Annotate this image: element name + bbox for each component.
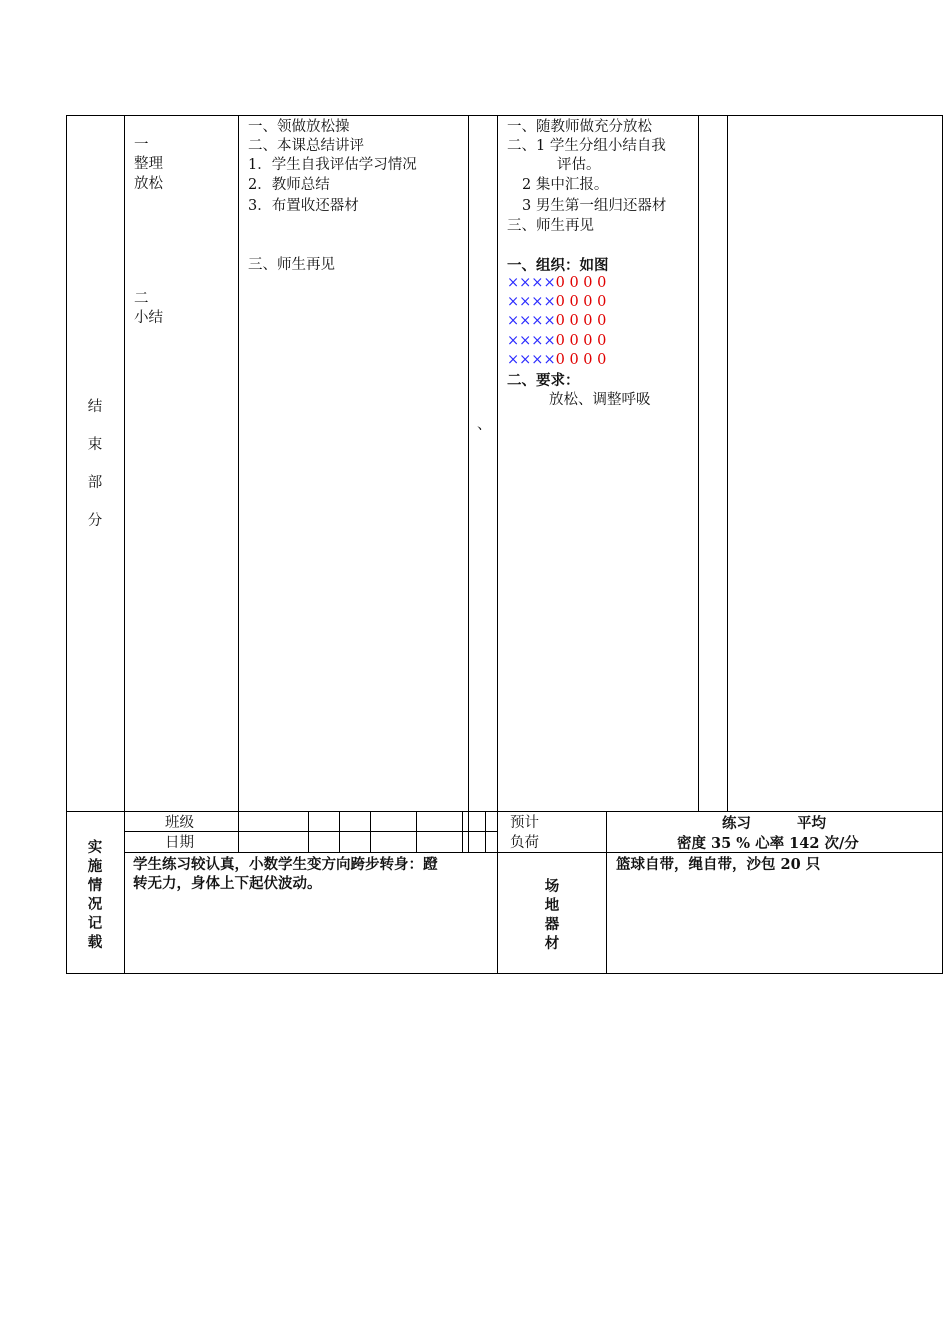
load-label: 负荷 bbox=[510, 835, 539, 851]
grid-cell-divider bbox=[485, 811, 486, 853]
section-label-char: 分 bbox=[87, 513, 103, 529]
table-top-border bbox=[66, 115, 943, 116]
table-right-border bbox=[942, 115, 943, 974]
part1-title-line2: 放松 bbox=[134, 176, 163, 192]
grid-cell-divider bbox=[462, 811, 463, 853]
formation-o: 0 0 0 0 bbox=[555, 313, 607, 329]
student-item: 2 集中汇报。 bbox=[522, 177, 609, 193]
student-item: 三、师生再见 bbox=[507, 218, 594, 234]
section-label-char: 结 bbox=[87, 399, 103, 415]
requirement-title: 二、要求： bbox=[507, 372, 580, 389]
col-divider bbox=[124, 115, 125, 974]
formation-x: ×××× bbox=[507, 333, 556, 349]
time-mark: 、 bbox=[477, 417, 492, 433]
record-label-char: 载 bbox=[87, 934, 103, 951]
venue-label-char: 场 bbox=[544, 878, 560, 895]
grid-cell-divider bbox=[416, 811, 417, 853]
class-label: 班级 bbox=[165, 815, 194, 831]
formation-o: 0 0 0 0 bbox=[555, 294, 607, 310]
density-heart-rate: 密度 35 % 心率 142 次/分 bbox=[677, 835, 859, 852]
formation-row bbox=[507, 293, 606, 312]
formation-o: 0 0 0 0 bbox=[555, 352, 607, 368]
formation-row bbox=[507, 351, 606, 370]
col-divider bbox=[698, 115, 699, 812]
load-divider bbox=[606, 811, 607, 974]
record-label-char: 记 bbox=[87, 915, 103, 932]
part2-title: 小结 bbox=[134, 310, 163, 326]
part2-number: 二 bbox=[134, 291, 149, 307]
date-label: 日期 bbox=[165, 835, 194, 851]
record-label-char: 施 bbox=[87, 858, 103, 875]
venue-label-char: 材 bbox=[544, 935, 560, 952]
formation-x: ×××× bbox=[507, 313, 556, 329]
formation-row bbox=[507, 274, 606, 293]
venue-label-char: 地 bbox=[544, 897, 560, 914]
part1-number: 一 bbox=[134, 137, 149, 153]
requirement-text: 放松、调整呼吸 bbox=[549, 392, 651, 408]
part1-title-line1: 整理 bbox=[134, 156, 163, 172]
formation-o: 0 0 0 0 bbox=[555, 333, 607, 349]
student-item: 二、1 学生分组小结自我 bbox=[507, 138, 666, 154]
record-label-char: 况 bbox=[87, 896, 103, 913]
notes-line: 转无力，身体上下起伏波动。 bbox=[133, 875, 322, 892]
formation-x: ×××× bbox=[507, 275, 556, 291]
load-label: 预计 bbox=[510, 815, 539, 831]
student-item: 评估。 bbox=[557, 157, 601, 173]
notes-line: 学生练习较认真，小数学生变方向跨步转身：蹬 bbox=[133, 856, 438, 873]
venue-label-char: 器 bbox=[544, 916, 560, 933]
practice-label: 练习 bbox=[722, 815, 751, 832]
col-divider bbox=[238, 115, 239, 853]
formation-row bbox=[507, 332, 606, 351]
col-divider bbox=[727, 115, 728, 812]
teacher-item: 3．布置收还器材 bbox=[248, 198, 359, 214]
formation-x: ×××× bbox=[507, 294, 556, 310]
average-label: 平均 bbox=[797, 815, 826, 832]
row-divider bbox=[66, 811, 943, 812]
formation-x: ×××× bbox=[507, 352, 556, 368]
teacher-item: 三、师生再见 bbox=[248, 257, 335, 273]
col-divider bbox=[497, 115, 498, 974]
grid-cell-divider bbox=[308, 811, 309, 853]
formation-row bbox=[507, 312, 606, 331]
record-label-char: 实 bbox=[87, 839, 103, 856]
teacher-item: 1．学生自我评估学习情况 bbox=[248, 157, 417, 173]
col-divider bbox=[468, 115, 469, 853]
section-label-char: 束 bbox=[87, 437, 103, 453]
equipment-text: 篮球自带，绳自带，沙包 20 只 bbox=[616, 856, 821, 873]
section-label-char: 部 bbox=[87, 475, 103, 491]
grid-cell-divider bbox=[339, 811, 340, 853]
table-bottom-border bbox=[66, 973, 943, 974]
grid-cell-divider bbox=[370, 811, 371, 853]
student-item: 3 男生第一组归还器材 bbox=[522, 198, 667, 214]
teacher-item: 一、领做放松操 bbox=[248, 119, 350, 135]
table-left-border bbox=[66, 115, 67, 974]
organization-title: 一、组织：如图 bbox=[507, 257, 609, 274]
formation-o: 0 0 0 0 bbox=[555, 275, 607, 291]
student-item: 一、随教师做充分放松 bbox=[507, 119, 652, 135]
teacher-item: 二、本课总结讲评 bbox=[248, 138, 364, 154]
teacher-item: 2．教师总结 bbox=[248, 177, 330, 193]
record-label-char: 情 bbox=[87, 877, 103, 894]
